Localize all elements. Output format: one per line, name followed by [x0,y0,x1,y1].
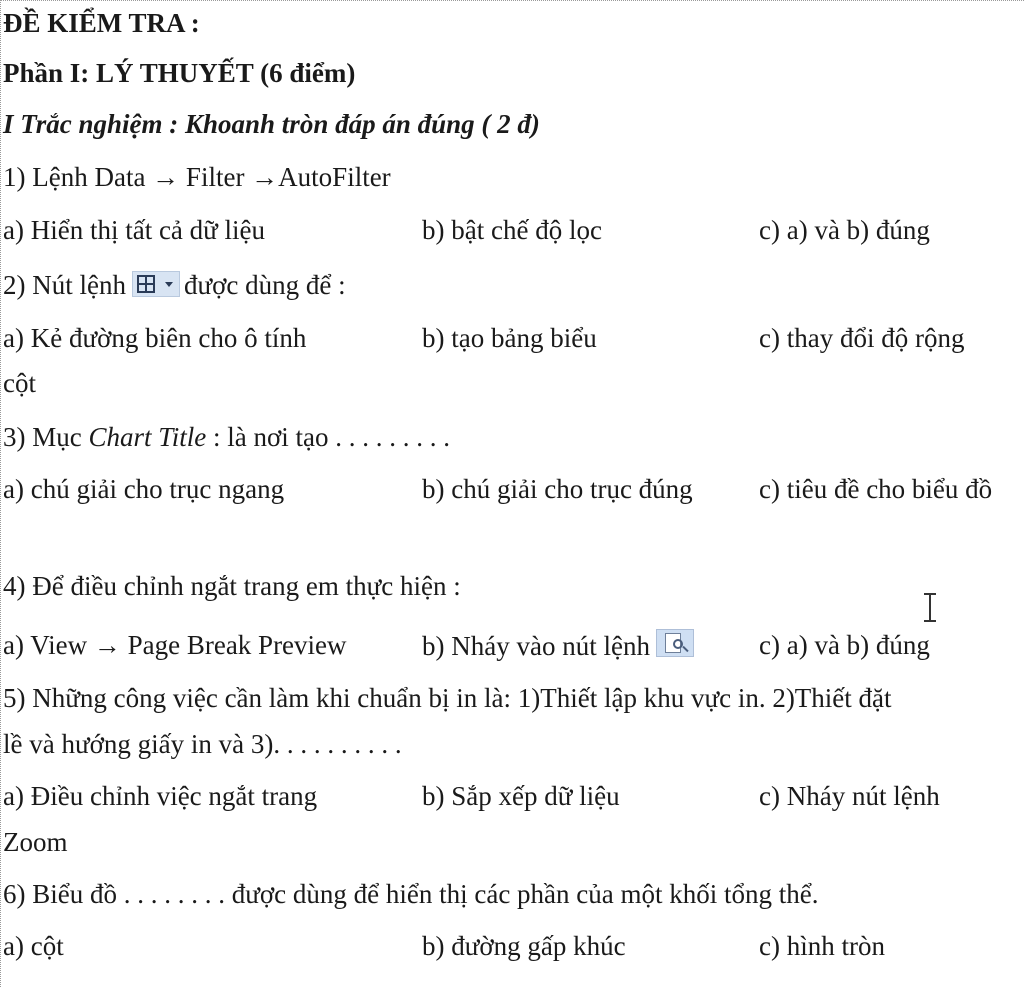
q6-option-a: a) cột [3,931,64,961]
q1-option-b: b) bật chế độ lọc [422,215,602,245]
print-preview-icon [656,629,694,657]
q3-option-b: b) chú giải cho trục đúng [422,474,693,504]
q4-option-c: c) a) và b) đúng [759,630,930,660]
document-heading: ĐỀ KIỂM TRA : [3,8,200,38]
q5-option-c: c) Nháy nút lệnh [759,781,940,811]
question-3 [3,421,450,453]
q3-option-a: a) chú giải cho trục ngang [3,474,285,504]
q2-option-c-continued: cột [3,368,36,398]
q6-option-b: b) đường gấp khúc [422,931,626,961]
q2-suffix: được dùng để : [183,270,346,300]
borders-icon [132,271,180,297]
part-title: Phần I: LÝ THUYẾT (6 điểm) [3,58,356,88]
q3-option-c: c) tiêu đề cho biểu đồ [759,474,993,504]
question-5-line-2: lề và hướng giấy in và 3). . . . . . . . . . [3,729,402,759]
q1-option-c: c) a) và b) đúng [759,215,930,245]
q3-italic-term: Chart Title [88,422,207,452]
text-cursor-icon [922,593,938,623]
question-6: 6) Biểu đồ . . . . . . . . được dùng để hiển thị các phần của một khối tổng thể. [3,879,819,909]
section-title: I Trắc nghiệm : Khoanh tròn đáp án đúng ( 2 đ) [3,109,540,139]
q5-option-b: b) Sắp xếp dữ liệu [422,781,620,811]
question-1: 1) Lệnh Data → Filter →AutoFilter [3,162,391,192]
q3-prefix: 3) Mục [3,422,89,452]
q2-option-c: c) thay đổi độ rộng [759,323,965,353]
q4-option-b [422,629,694,662]
q2-option-b: b) tạo bảng biểu [422,323,597,353]
question-4: 4) Để điều chỉnh ngắt trang em thực hiện : [3,571,461,601]
q5-option-a: a) Điều chỉnh việc ngắt trang [3,781,318,811]
q6-option-c: c) hình tròn [759,931,885,961]
q1-option-a: a) Hiển thị tất cả dữ liệu [3,215,266,245]
q4-option-b-text: b) Nháy vào nút lệnh [422,631,650,661]
q2-prefix: 2) Nút lệnh [3,270,126,300]
question-2 [3,269,346,301]
q2-option-a: a) Kẻ đường biên cho ô tính [3,323,307,353]
question-5-line-1: 5) Những công việc cần làm khi chuẩn bị in là: 1)Thiết lập khu vực in. 2)Thiết đặt [3,683,892,713]
q3-suffix: : là nơi tạo . . . . . . . . . [206,422,451,452]
q5-option-c-continued: Zoom [3,827,68,857]
q4-option-a: a) View → Page Break Preview [3,630,347,660]
